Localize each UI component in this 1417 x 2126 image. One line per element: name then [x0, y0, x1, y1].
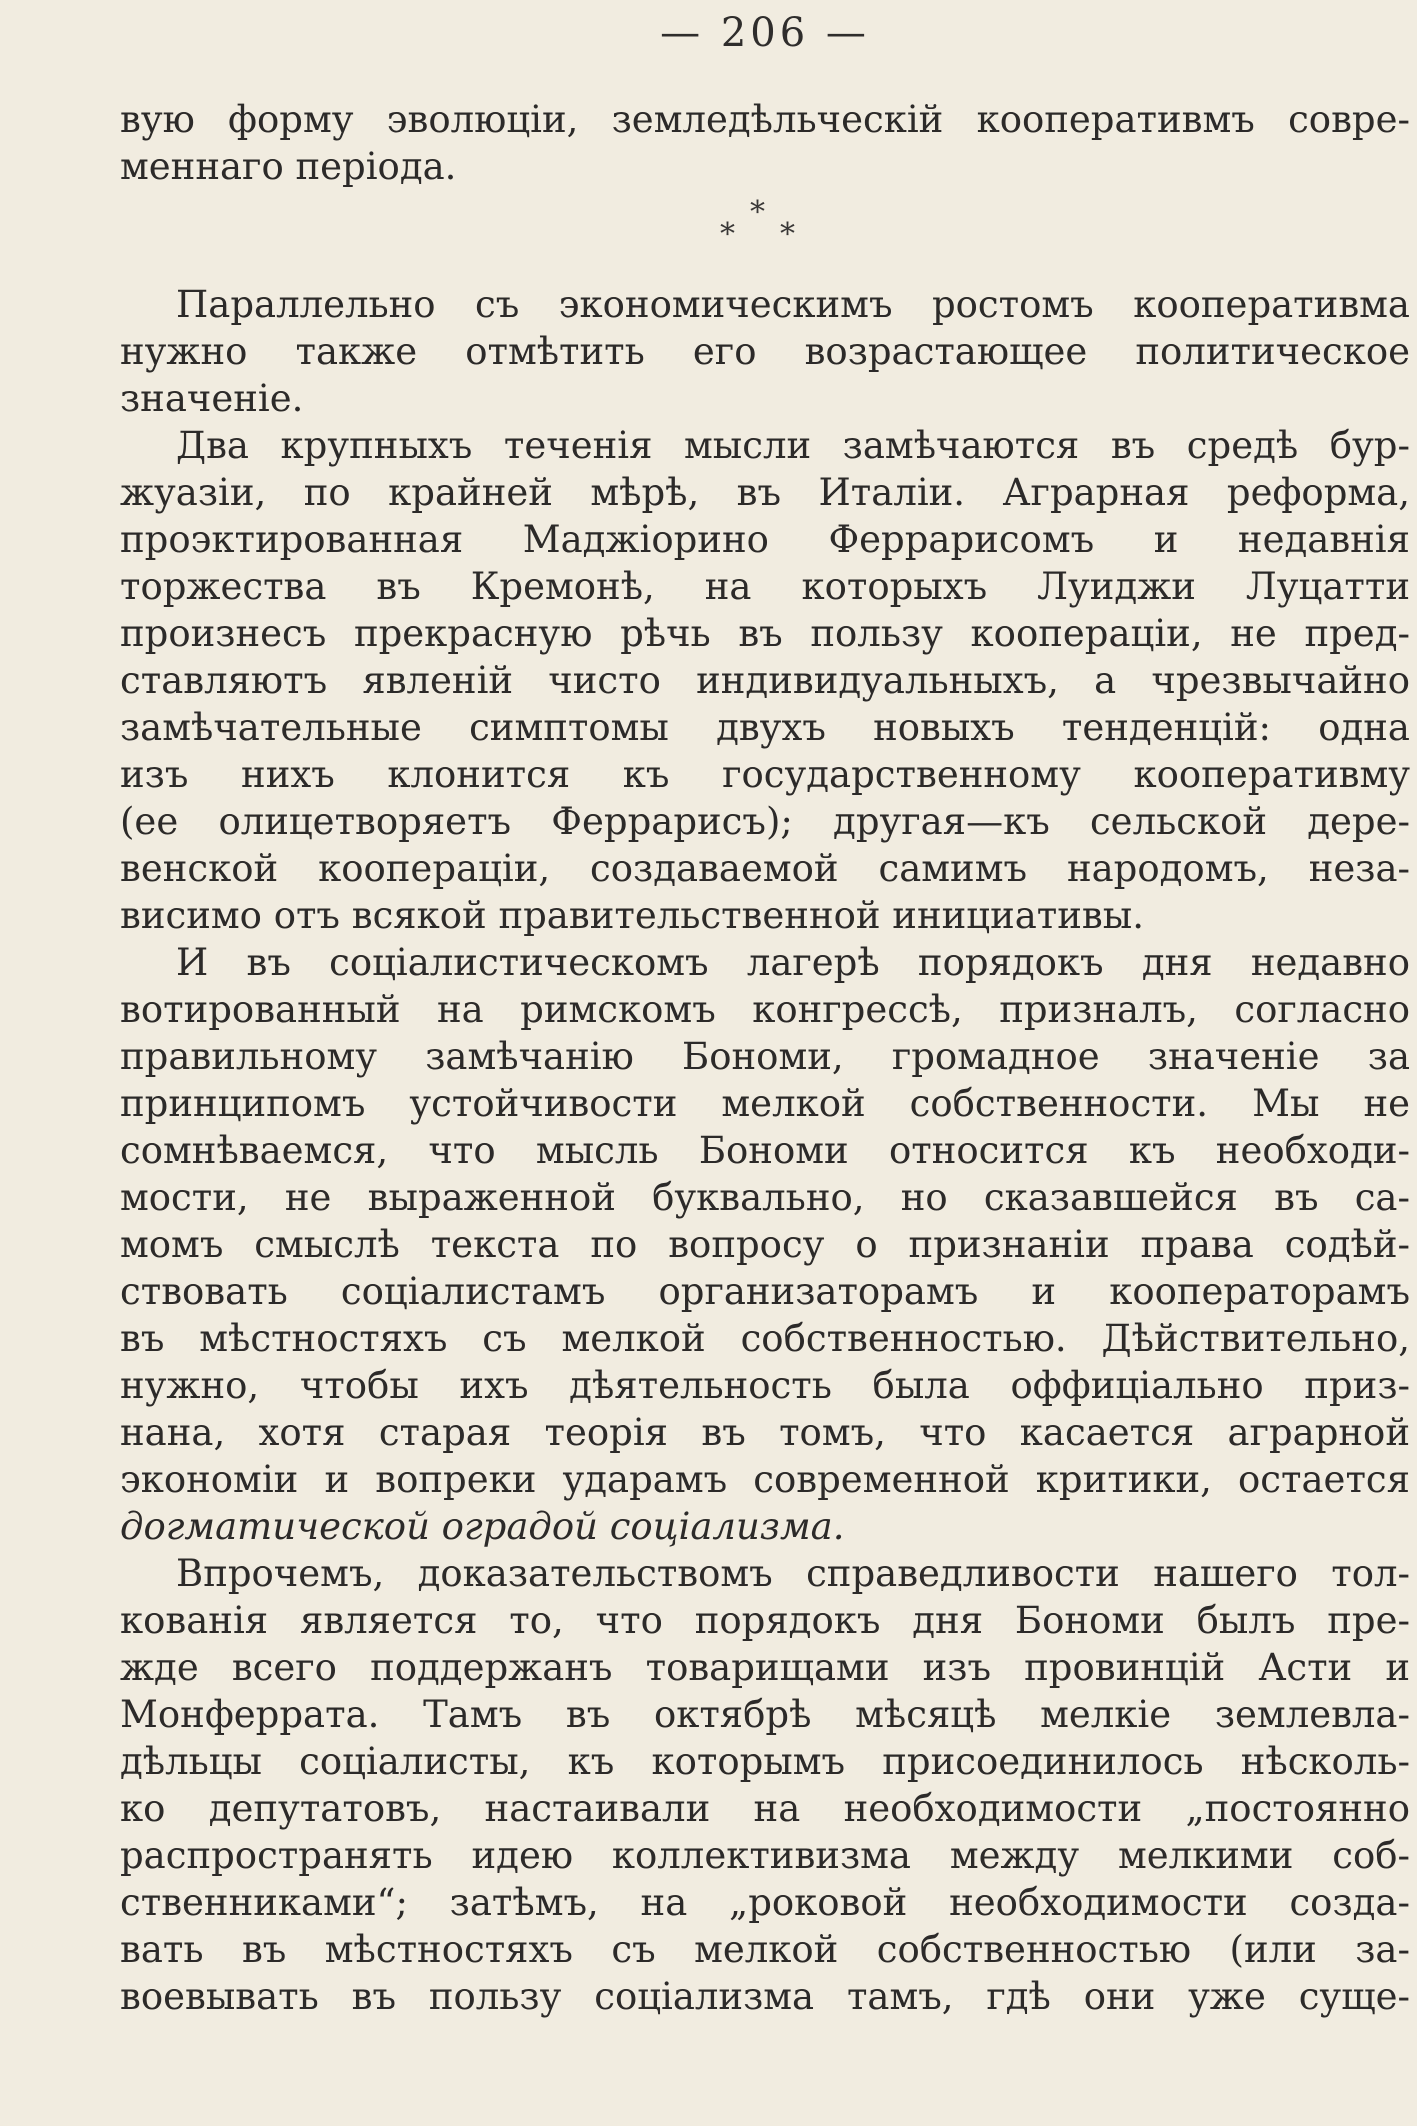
text-line: въ мѣстностяхъ съ мелкой собственностью. Дѣйствительно,	[120, 1317, 1410, 1360]
text-line: вотированный на римскомъ конгрессѣ, призналъ, согласно	[120, 988, 1410, 1031]
page-number: — 206 —	[660, 10, 870, 56]
text-line: Монферрата. Тамъ въ октябрѣ мѣсяцѣ мелкіе землевла-	[120, 1693, 1410, 1736]
text-line: висимо отъ всякой правительственной инициативы.	[120, 894, 1144, 937]
text-line: Два крупныхъ теченія мысли замѣчаются въ средѣ бур-	[176, 424, 1410, 467]
text-line: Параллельно съ экономическимъ ростомъ кооперативма	[176, 283, 1410, 326]
text-line: распространять идею коллективизма между мелкими соб-	[120, 1834, 1410, 1877]
separator-star: *	[750, 195, 765, 230]
text-line: ственниками“; затѣмъ, на „роковой необходимости созда-	[120, 1881, 1410, 1924]
text-line: проэктированная Маджіорино Феррарисомъ и недавнія	[120, 518, 1410, 561]
text-line: момъ смыслѣ текста по вопросу о признаніи права содѣй-	[120, 1223, 1410, 1266]
text-line: значеніе.	[120, 377, 304, 420]
text-line: жуазіи, по крайней мѣрѣ, въ Италіи. Аграрная реформа,	[120, 471, 1410, 514]
text-line: торжества въ Кремонѣ, на которыхъ Луиджи Луцатти	[120, 565, 1410, 608]
text-line: вую форму эволюціи, земледѣльческій кооперативмъ совре-	[120, 98, 1410, 141]
text-line: нужно, чтобы ихъ дѣятельность была оффиціально приз-	[120, 1364, 1410, 1407]
text-line: правильному замѣчанію Бономи, громадное значеніе за	[120, 1035, 1410, 1078]
text-line: мости, не выраженной буквально, но сказавшейся въ са-	[120, 1176, 1410, 1219]
text-line: ставляютъ явленій чисто индивидуальныхъ, а чрезвычайно	[120, 659, 1410, 702]
text-line: произнесъ прекрасную рѣчь въ пользу коопераціи, не пред-	[120, 612, 1410, 655]
text-line: вать въ мѣстностяхъ съ мелкой собственностью (или за-	[120, 1928, 1410, 1971]
separator-star: *	[780, 217, 795, 252]
text-line: ствовать соціалистамъ организаторамъ и кооператорамъ	[120, 1270, 1410, 1313]
text-line: дѣльцы соціалисты, къ которымъ присоединилось нѣсколь-	[120, 1740, 1410, 1783]
text-line: замѣчательные симптомы двухъ новыхъ тенденцій: одна	[120, 706, 1410, 749]
text-line: меннаго періода.	[120, 145, 457, 188]
separator-star: *	[720, 217, 735, 252]
text-line: венской коопераціи, создаваемой самимъ народомъ, неза-	[120, 847, 1410, 890]
text-line: ко депутатовъ, настаивали на необходимости „постоянно	[120, 1787, 1410, 1830]
text-line: догматической оградой соціализма.	[120, 1505, 845, 1548]
text-line: И въ соціалистическомъ лагерѣ порядокъ дня недавно	[176, 941, 1410, 984]
text-line: экономіи и вопреки ударамъ современной критики, остается	[120, 1458, 1410, 1501]
section-separator	[120, 195, 1410, 255]
text-line: изъ нихъ клонится къ государственному кооперативму	[120, 753, 1410, 796]
text-line: жде всего поддержанъ товарищами изъ провинцій Асти и	[120, 1646, 1410, 1689]
text-line: воевывать въ пользу соціализма тамъ, гдѣ они уже суще-	[120, 1975, 1410, 2018]
text-line: (ее олицетворяетъ Феррарисъ); другая—къ сельской дере-	[120, 800, 1410, 843]
text-line: нужно также отмѣтить его возрастающее политическое	[120, 330, 1410, 373]
text-line: кованія является то, что порядокъ дня Бономи былъ пре-	[120, 1599, 1410, 1642]
text-line: нана, хотя старая теорія въ томъ, что касается аграрной	[120, 1411, 1410, 1454]
text-line: принципомъ устойчивости мелкой собственности. Мы не	[120, 1082, 1410, 1125]
text-line: Впрочемъ, доказательствомъ справедливости нашего тол-	[176, 1552, 1410, 1595]
text-line: сомнѣваемся, что мысль Бономи относится къ необходи-	[120, 1129, 1410, 1172]
